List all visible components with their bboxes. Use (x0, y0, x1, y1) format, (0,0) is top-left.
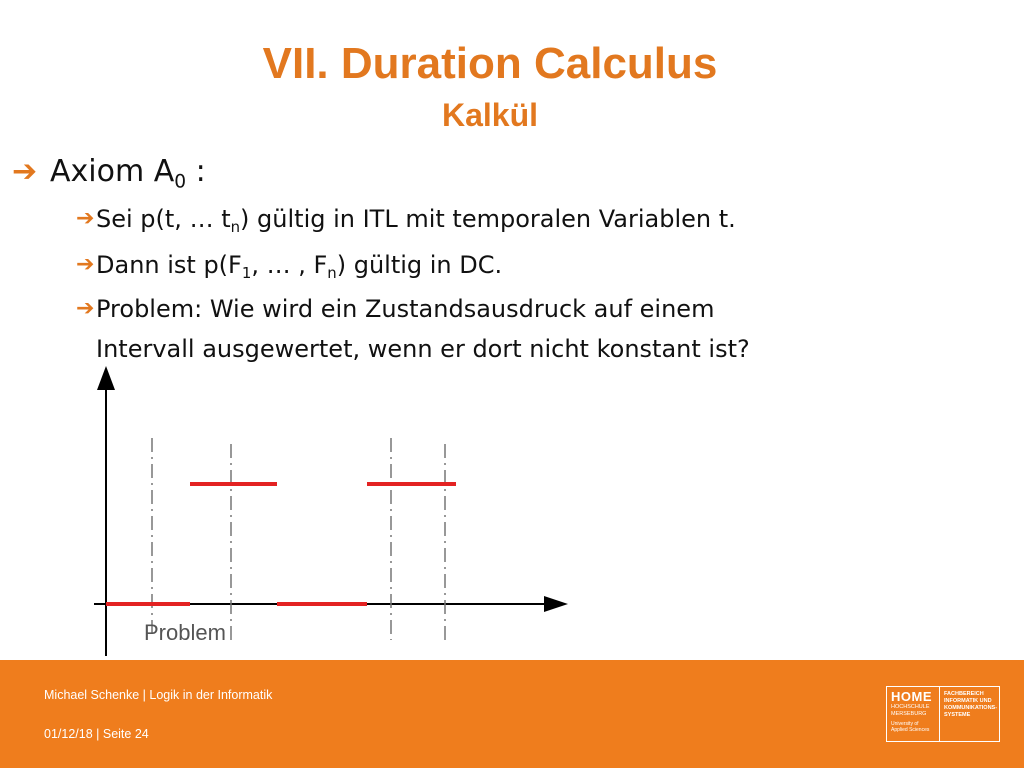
footer-page-info: 01/12/18 | Seite 24 (44, 727, 149, 741)
slide-title: VII. Duration Calculus (262, 39, 718, 88)
problem-diagram (0, 360, 600, 660)
point-3-line-1: Problem: Wie wird ein Zustandsausdruck auf einem (96, 295, 715, 323)
university-logo (886, 686, 1000, 742)
y-axis (97, 366, 115, 656)
point-3-line-2: Intervall ausgewertet, wenn er dort nicht konstant ist? (96, 335, 750, 363)
footer-author: Michael Schenke | Logik in der Informatik (44, 688, 273, 702)
y-axis-arrowhead-icon (97, 366, 115, 390)
axiom-subscript: 0 (174, 171, 187, 193)
bullet-arrow-icon: ➔ (76, 252, 95, 277)
footer-bar (0, 660, 1024, 768)
point-1: Sei p(t, … $t_n$) gültig in ITL mit temporalen Variablen t. (96, 205, 736, 237)
logo-left-panel (887, 687, 940, 741)
point-2: Dann ist $p(F_1$, … , $F_n$) gültig in DC. (96, 251, 503, 283)
bullet-arrow-icon: ➔ (76, 296, 95, 321)
bullet-arrow-icon: ➔ (12, 154, 38, 189)
state-segments (106, 484, 456, 604)
diagram-label: Problem (144, 620, 226, 645)
guide-lines (152, 438, 445, 640)
logo-wordmark: HOME (891, 689, 932, 704)
x-axis-arrowhead-icon (544, 596, 568, 612)
axiom-heading (50, 152, 206, 192)
logo-tagline: University of Applied Sciences (891, 721, 930, 733)
logo-department: FACHBEREICH INFORMATIK UND KOMMUNIKATIONS- SYSTEME (944, 691, 998, 718)
bullet-arrow-icon: ➔ (76, 206, 95, 231)
axiom-text: Axiom A (50, 154, 175, 189)
slide-subtitle: Kalkül (441, 97, 539, 133)
logo-school-name: HOCHSCHULE MERSEBURG (891, 704, 930, 717)
axiom-suffix: : (186, 154, 206, 189)
